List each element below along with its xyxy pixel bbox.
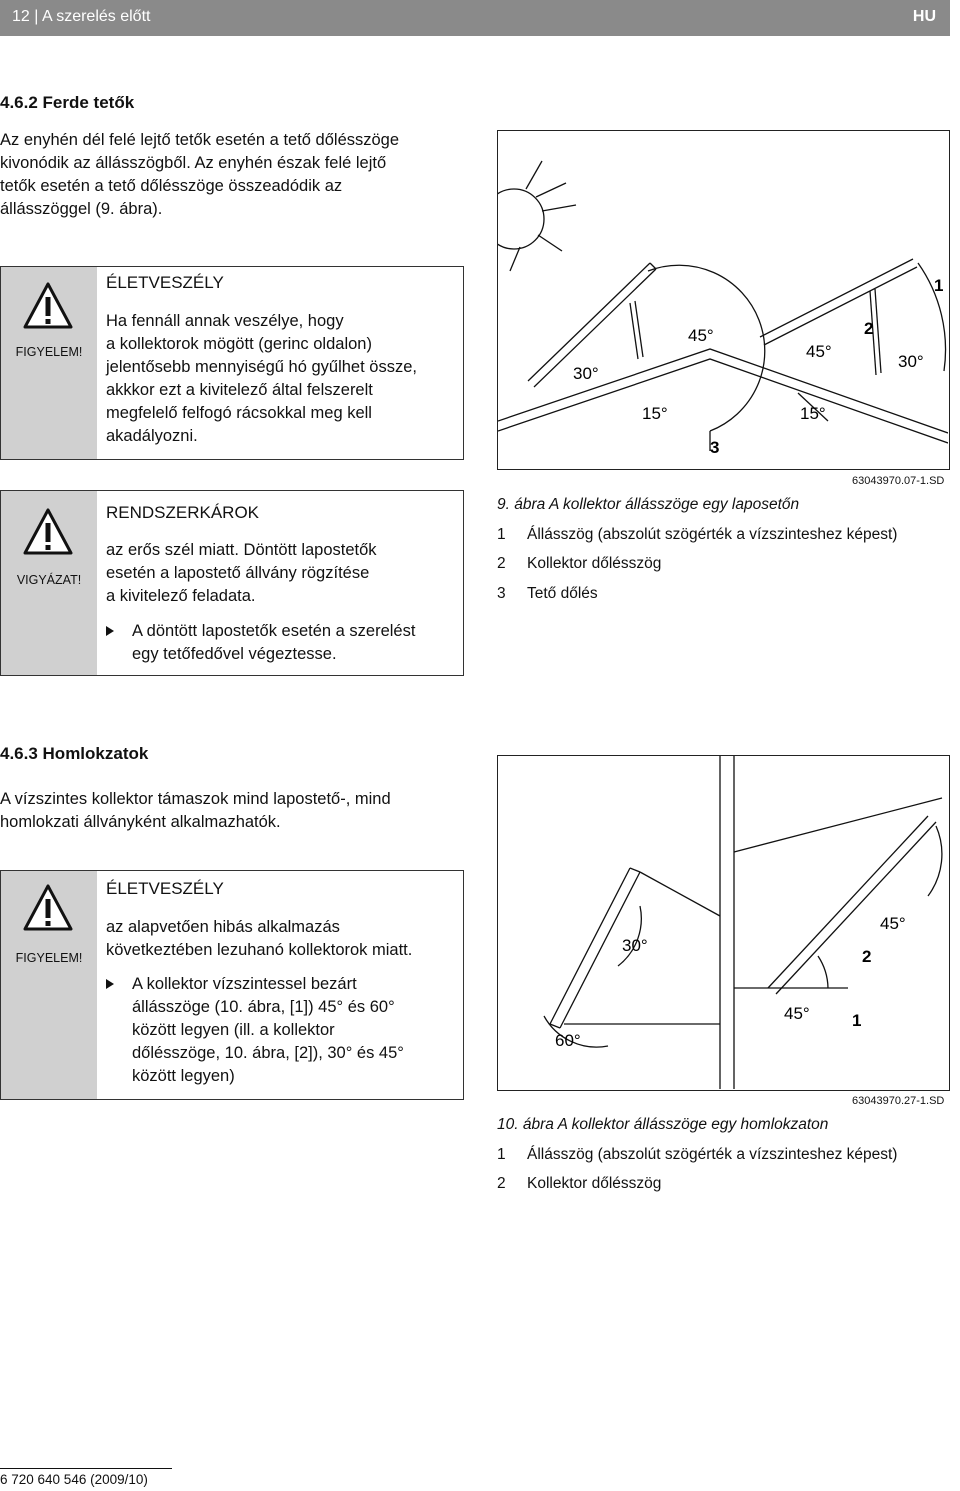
angle-label-45-left: 45° <box>688 326 714 345</box>
legend-number: 1 <box>497 1146 506 1163</box>
callout-1: 1 <box>934 276 944 295</box>
text-line: következtében lezuhanó kollektorok miatt. <box>106 941 413 959</box>
angle-label-45-bottom: 45° <box>784 1004 810 1023</box>
warning-title: RENDSZERKÁROK <box>106 503 260 522</box>
figure-9-flat-roof-diagram <box>497 130 950 470</box>
warning-sidebar <box>1 267 97 459</box>
callout-2: 2 <box>862 947 872 966</box>
figure-9-code: 63043970.07-1.SD <box>852 475 945 487</box>
text-line: állásszöge (10. ábra, [1]) 45° és 60° <box>132 998 395 1016</box>
legend-text: Tető dőlés <box>527 585 598 602</box>
warning-sidebar <box>1 491 97 675</box>
legend-number: 2 <box>497 555 506 572</box>
legend-number: 2 <box>497 1175 506 1192</box>
instruction-bullet <box>106 620 457 666</box>
angle-label-45-top: 45° <box>880 914 906 933</box>
angle-label-60: 60° <box>555 1031 581 1050</box>
warning-triangle-icon <box>23 883 73 933</box>
figure-10-code: 63043970.27-1.SD <box>852 1095 945 1107</box>
figure-10-facade-diagram <box>497 755 950 1091</box>
angle-label-15-right: 15° <box>800 404 826 423</box>
text-line: akadályozni. <box>106 427 198 445</box>
text-line: Ha fennáll annak veszélye, hogy <box>106 312 344 330</box>
header-section-title: 12 | A szerelés előtt <box>12 8 151 25</box>
legend-number: 3 <box>497 585 506 602</box>
bullet-arrow-icon <box>106 626 114 636</box>
angle-label-45-right: 45° <box>806 342 832 361</box>
warning-body <box>106 310 457 448</box>
text-line: egy tetőfedővel végeztesse. <box>132 645 337 663</box>
warning-title: ÉLETVESZÉLY <box>106 879 224 898</box>
bullet-arrow-icon <box>106 979 114 989</box>
warning-title: ÉLETVESZÉLY <box>106 273 224 292</box>
figure-9-legend-item <box>497 585 598 603</box>
legend-text: Kollektor dőlésszög <box>527 555 662 572</box>
figure-10-legend-item <box>497 1146 897 1164</box>
text-line: jelentősebb mennyiségű hó gyűlhet össze, <box>106 358 417 376</box>
callout-2: 2 <box>864 319 874 338</box>
figure-10-caption: 10. ábra A kollektor állásszöge egy homlokzaton <box>497 1116 829 1133</box>
figure-10-drawing <box>498 756 948 1089</box>
page-header <box>0 0 950 36</box>
text-line: A kollektor vízszintessel bezárt <box>132 975 357 993</box>
figure-9-legend-item <box>497 555 661 573</box>
figure-10-legend-item <box>497 1175 661 1193</box>
text-line: kivonódik az állásszögből. Az enyhén észak felé lejtő <box>0 154 387 172</box>
text-line: akkkor ezt a kivitelező által felszerelt <box>106 381 373 399</box>
warning-label: VIGYÁZAT! <box>16 573 82 587</box>
text-line: dőlésszöge, 10. ábra, [2]), 30° és 45° <box>132 1044 404 1062</box>
warning-body <box>106 916 457 1088</box>
text-line: Az enyhén dél felé lejtő tetők esetén a tető dőlésszöge <box>0 131 400 149</box>
callout-3: 3 <box>710 438 720 457</box>
legend-number: 1 <box>497 526 506 543</box>
warning-triangle-icon <box>23 281 73 331</box>
text-line: a kivitelező feladata. <box>106 587 256 605</box>
section-paragraph-ferde-tetok <box>0 129 399 221</box>
angle-label-30-right: 30° <box>898 352 924 371</box>
warning-triangle-icon <box>23 507 73 557</box>
text-line: az alapvetően hibás alkalmazás <box>106 918 340 936</box>
angle-label-30-left: 30° <box>573 364 599 383</box>
text-line: megfelelő felfogó rácsokkal meg kell <box>106 404 372 422</box>
warning-box-eletveszely-2 <box>0 870 464 1100</box>
callout-1: 1 <box>852 1011 862 1030</box>
text-line: a kollektorok mögött (gerinc oldalon) <box>106 335 372 353</box>
text-line: tetők esetén a tető dőlésszöge összeadódik az <box>0 177 343 195</box>
warning-label: FIGYELEM! <box>15 951 83 965</box>
figure-9-legend-item <box>497 526 897 544</box>
text-line: állásszöggel (9. ábra). <box>0 200 163 218</box>
text-line: között legyen) <box>132 1067 235 1085</box>
text-line: A vízszintes kollektor támaszok mind lapostető-, mind <box>0 790 391 808</box>
warning-sidebar <box>1 871 97 1099</box>
figure-9-drawing <box>498 131 948 468</box>
text-line: az erős szél miatt. Döntött lapostetők <box>106 541 377 559</box>
warning-box-eletveszely <box>0 266 464 460</box>
angle-label-30: 30° <box>622 936 648 955</box>
angle-label-15-left: 15° <box>642 404 668 423</box>
page-footer: 6 720 640 546 (2009/10) <box>0 1468 172 1487</box>
section-paragraph-homlokzatok <box>0 788 391 834</box>
text-line: A döntött lapostetők esetén a szerelést <box>132 622 416 640</box>
text-line: esetén a lapostető állvány rögzítése <box>106 564 370 582</box>
legend-text: Állásszög (abszolút szögérték a vízszinteshez képest) <box>527 1146 898 1163</box>
text-line: között legyen (ill. a kollektor <box>132 1021 335 1039</box>
sun-icon <box>498 189 544 249</box>
header-language: HU <box>912 8 936 25</box>
figure-9-caption: 9. ábra A kollektor állásszöge egy laposetőn <box>497 496 800 513</box>
text-line: homlokzati állványként alkalmazhatók. <box>0 813 281 831</box>
warning-box-rendszerkarok <box>0 490 464 676</box>
warning-body <box>106 539 457 666</box>
warning-label: FIGYELEM! <box>15 345 83 359</box>
instruction-bullet <box>106 973 457 1088</box>
section-heading-homlokzatok: 4.6.3 Homlokzatok <box>0 744 149 763</box>
legend-text: Állásszög (abszolút szögérték a vízszinteshez képest) <box>527 526 898 543</box>
section-heading-ferde-tetok: 4.6.2 Ferde tetők <box>0 93 135 112</box>
legend-text: Kollektor dőlésszög <box>527 1175 662 1192</box>
